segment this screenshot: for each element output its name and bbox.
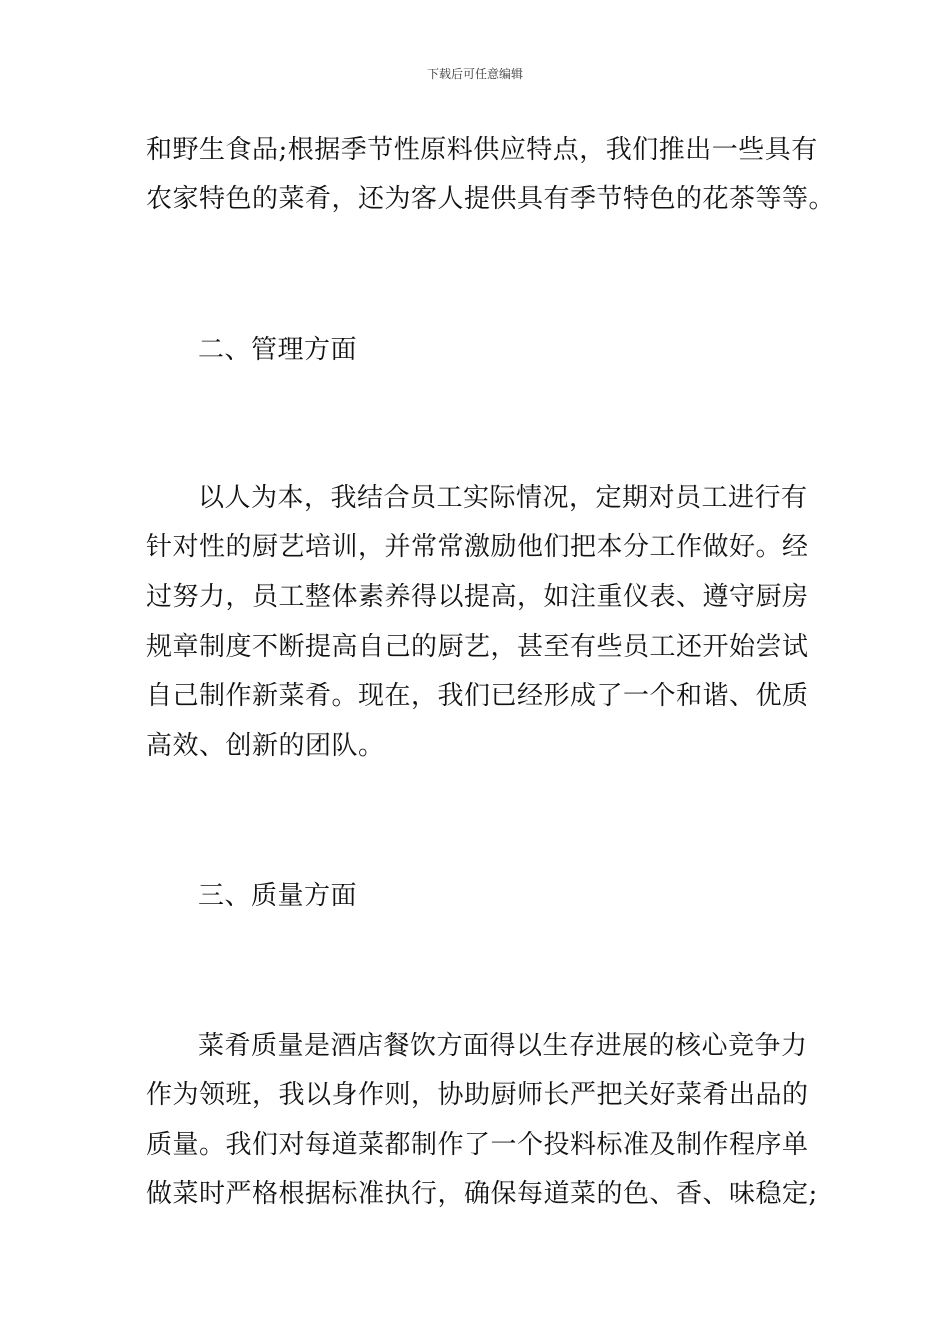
section-heading-quality: 三、质量方面 [198,881,358,911]
paragraph-line: 和野生食品;根据季节性原料供应特点，我们推出一些具有 [146,135,818,165]
paragraph-line: 针对性的厨艺培训，并常常激励他们把本分工作做好。经 [146,532,809,562]
paragraph-line: 高效、创新的团队。 [146,731,385,761]
paragraph-line: 农家特色的菜肴，还为客人提供具有季节特色的花茶等等。 [146,184,836,214]
page-header-note: 下载后可任意编辑 [426,67,523,81]
paragraph-line: 过努力，员工整体素养得以提高，如注重仪表、遵守厨房 [146,582,809,612]
paragraph-line: 菜肴质量是酒店餐饮方面得以生存进展的核心竞争力 [198,1031,808,1061]
paragraph-line: 规章制度不断提高自己的厨艺，甚至有些员工还开始尝试 [146,632,809,662]
paragraph-line: 以人为本，我结合员工实际情况，定期对员工进行有 [198,483,808,513]
paragraph-line: 质量。我们对每道菜都制作了一个投料标准及制作程序单 [146,1130,809,1160]
paragraph-line: 做菜时严格根据标准执行，确保每道菜的色、香、味稳定; [146,1179,818,1209]
paragraph-line: 作为领班，我以身作则，协助厨师长严把关好菜肴出品的 [146,1080,809,1110]
section-heading-management: 二、管理方面 [198,335,358,365]
paragraph-line: 自己制作新菜肴。现在，我们已经形成了一个和谐、优质 [146,681,809,711]
